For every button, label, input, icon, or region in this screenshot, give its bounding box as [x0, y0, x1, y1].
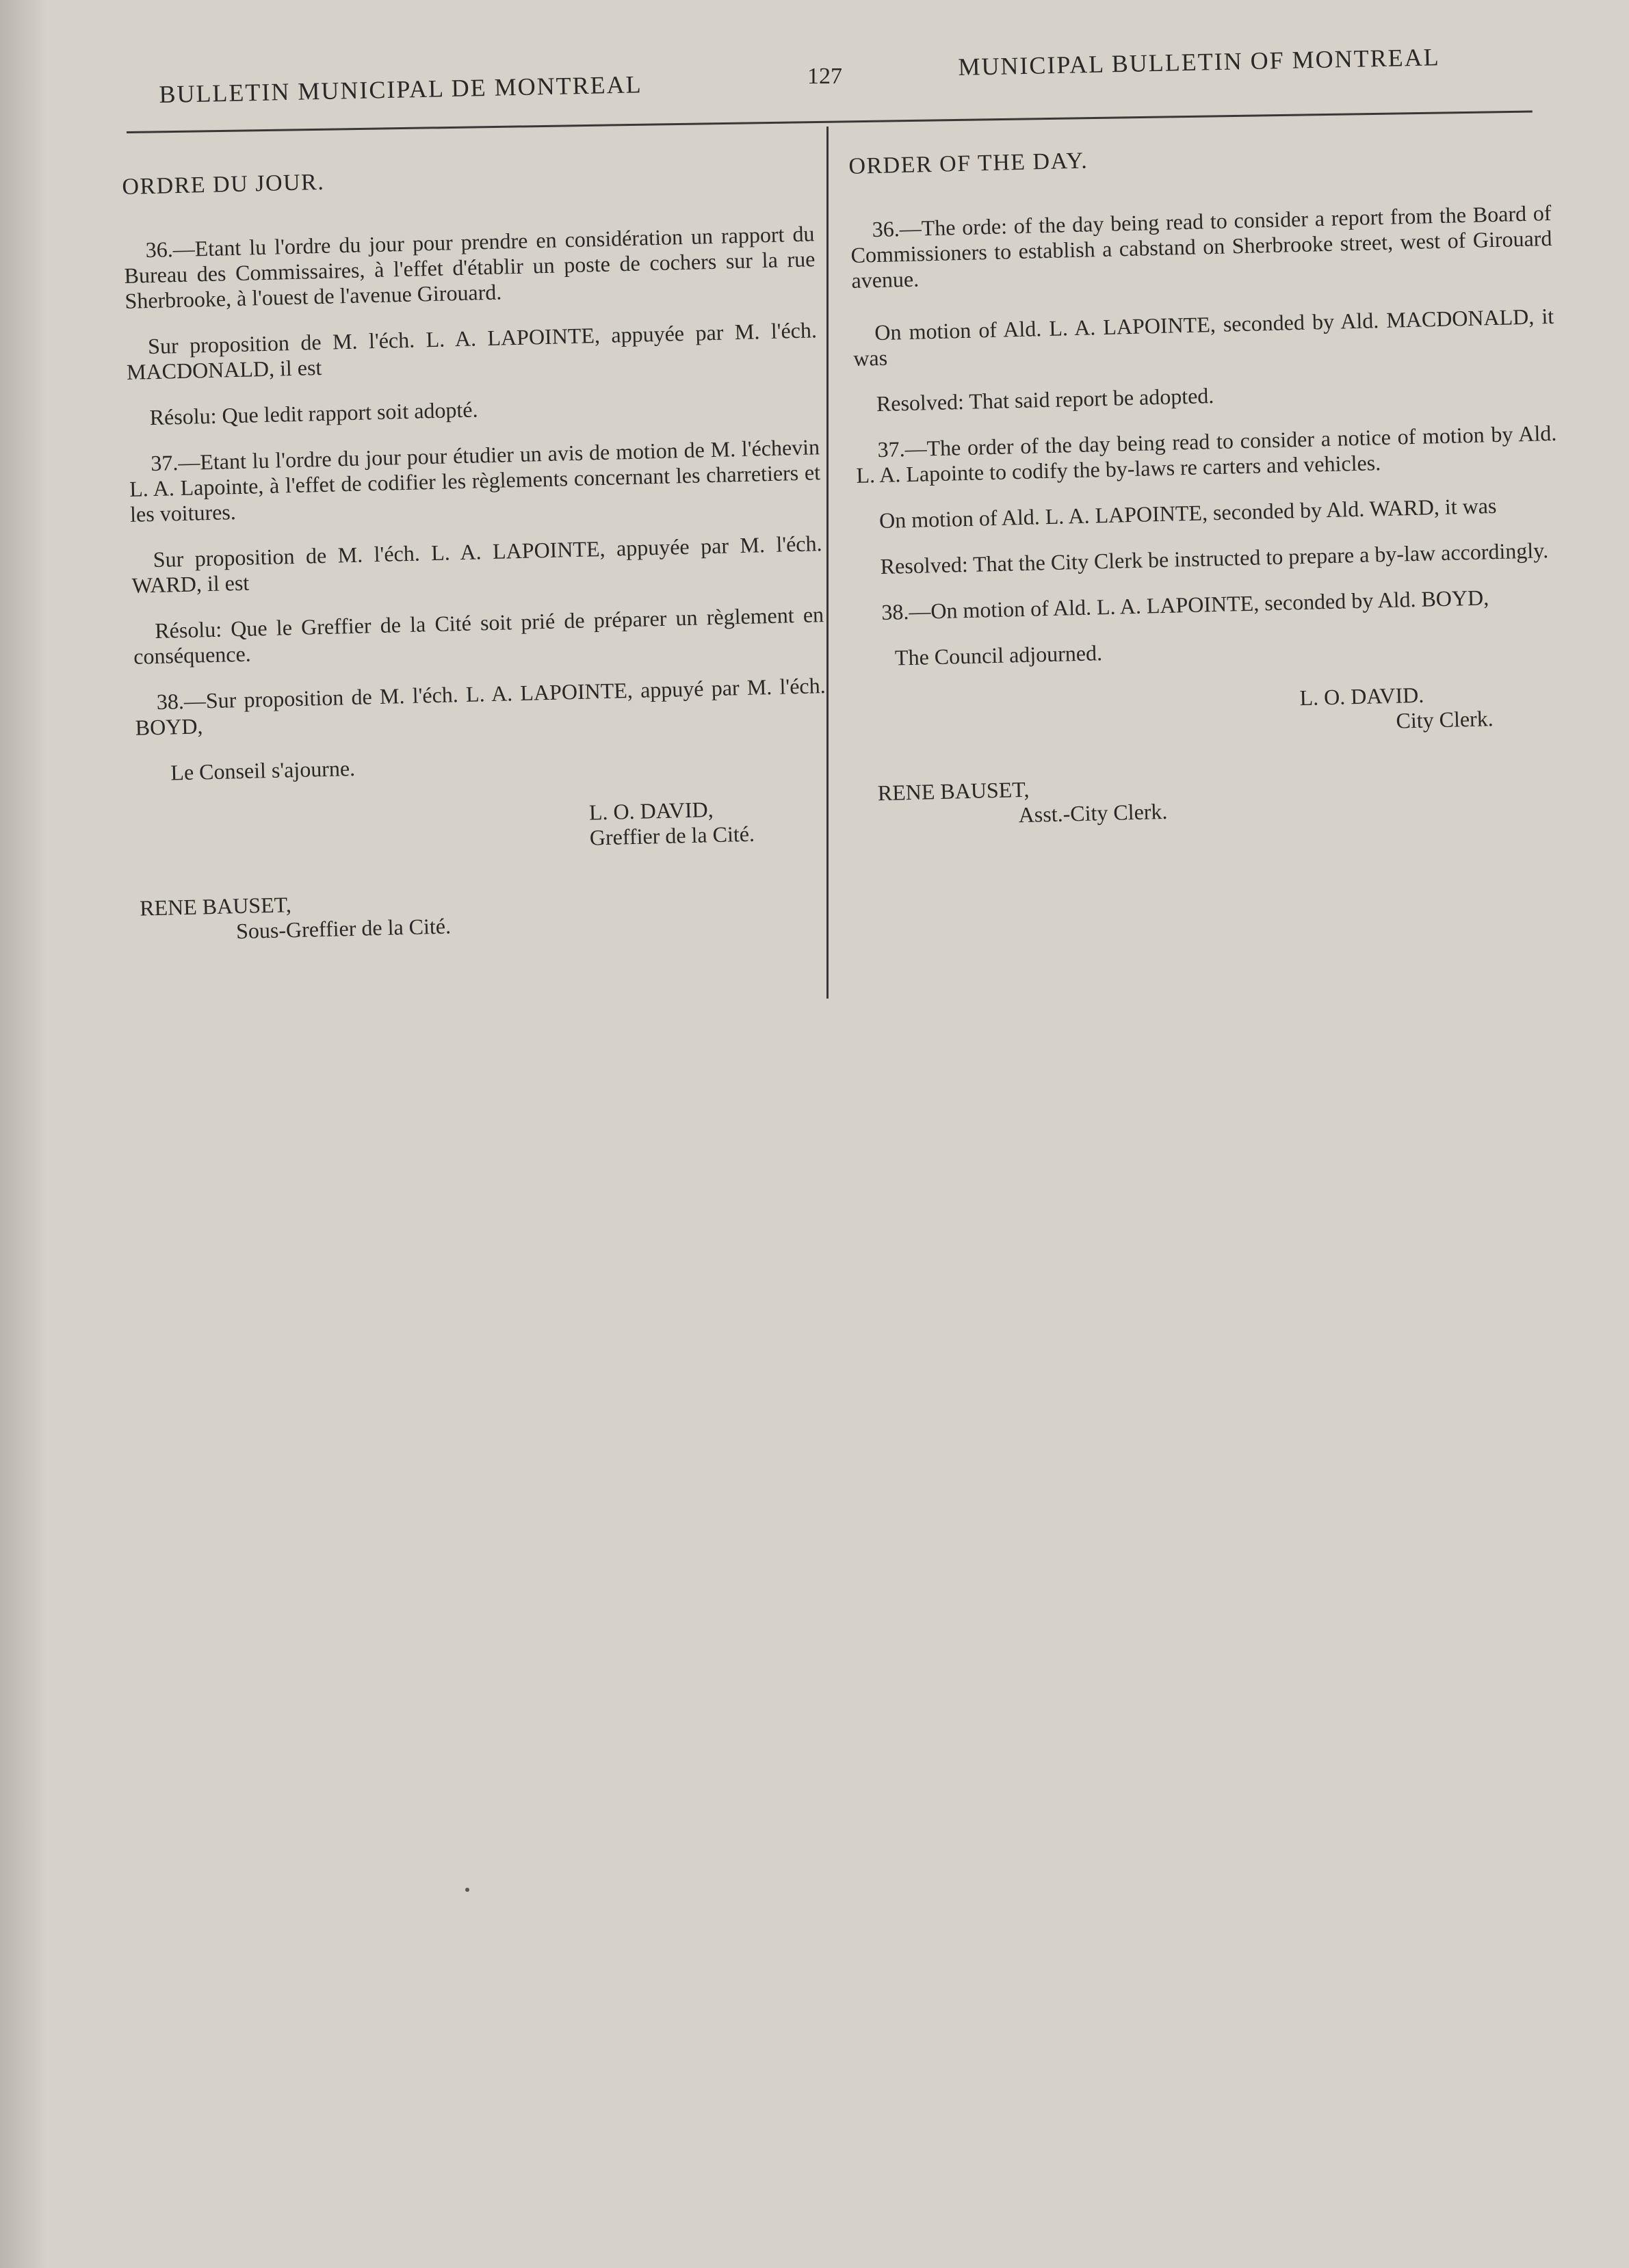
english-assistant-signature [877, 764, 1566, 832]
french-clerk-title: Greffier de la Cité. [589, 821, 755, 850]
french-heading: ORDRE DU JOUR. [122, 169, 325, 200]
english-adjournment: The Council adjourned. [894, 640, 1103, 670]
page-number: 127 [807, 64, 842, 89]
paper-speck [465, 1888, 469, 1892]
page-binding-shadow [0, 0, 48, 2268]
french-column [122, 157, 831, 946]
english-clerk-name: L. O. DAVID. [1299, 682, 1424, 711]
english-item-36-motion: On motion of Ald. L. A. LAPOINTE, seconded by Ald. MACDONALD, it was [852, 303, 1554, 371]
english-clerk-title: City Clerk. [1396, 706, 1494, 733]
french-clerk-name: L. O. DAVID, [588, 797, 714, 825]
french-adjournment: Le Conseil s'ajourne. [170, 755, 356, 785]
french-assistant-signature [140, 879, 832, 947]
french-item-37-motion: Sur proposition de M. l'éch. L. A. LAPOINTE, appuyée par M. l'éch. WARD, il est [131, 531, 822, 598]
french-item-38: 38.—Sur proposition de M. l'éch. L. A. LAPOINTE, appuyé par M. l'éch. BOYD, [135, 673, 826, 740]
french-item-36: 36.—Etant lu l'ordre du jour pour prendre en considération un rapport du Bureau des Commissaires, à l'effet d'établir un poste de cochers sur la rue Sherbrooke, à l'ouest de l'avenue Girouard. [124, 221, 816, 313]
english-item-37-resolution: Resolved: That the City Clerk be instructed to prepare a by-law accordingly. [880, 538, 1549, 579]
french-assistant-title: Sous-Greffier de la Cité. [235, 913, 452, 944]
english-item-38: 38.—On motion of Ald. L. A. LAPOINTE, seconded by Ald. BOYD, [881, 585, 1489, 625]
page-header [0, 38, 1629, 147]
french-item-36-motion: Sur proposition de M. l'éch. L. A. LAPOINTE, appuyée par M. l'éch. MACDONALD, il est [126, 317, 818, 384]
header-rule [127, 111, 1533, 133]
english-assistant-title: Asst.-City Clerk. [1018, 798, 1168, 828]
english-clerk-signature [1299, 679, 1564, 736]
french-clerk-signature [589, 794, 830, 851]
french-item-36-resolution: Résolu: Que ledit rapport soit adopté. [149, 397, 478, 430]
english-assistant-name: RENE BAUSET, [877, 776, 1030, 806]
french-assistant-name: RENE BAUSET, [139, 892, 292, 921]
french-item-37: 37.—Etant lu l'ordre du jour pour étudier un avis de motion de M. l'échevin L. A. Lapointe, à l'effet de codifier les règlements concernant les charretiers et les voitures. [129, 434, 821, 527]
english-heading: ORDER OF THE DAY. [848, 148, 1089, 179]
french-item-37-resolution: Résolu: Que le Greffier de la Cité soit prié de préparer un règlement en conséquence. [133, 602, 824, 669]
english-column [848, 137, 1566, 832]
english-item-36: 36.—The orde: of the day being read to consider a report from the Board of Commissioners to establish a cabstand on Sherbrooke street, west of Girouard avenue. [850, 200, 1552, 293]
english-item-37: 37.—The order of the day being read to consider a notice of motion by Ald. L. A. Lapointe to codify the by-laws re carters and vehicles. [856, 420, 1557, 488]
english-item-37-motion: On motion of Ald. L. A. LAPOINTE, seconded by Ald. WARD, it was [878, 493, 1497, 533]
english-item-36-resolution: Resolved: That said report be adopted. [876, 383, 1214, 417]
header-title-french: BULLETIN MUNICIPAL DE MONTREAL [159, 70, 643, 108]
header-title-english: MUNICIPAL BULLETIN OF MONTREAL [958, 43, 1441, 81]
